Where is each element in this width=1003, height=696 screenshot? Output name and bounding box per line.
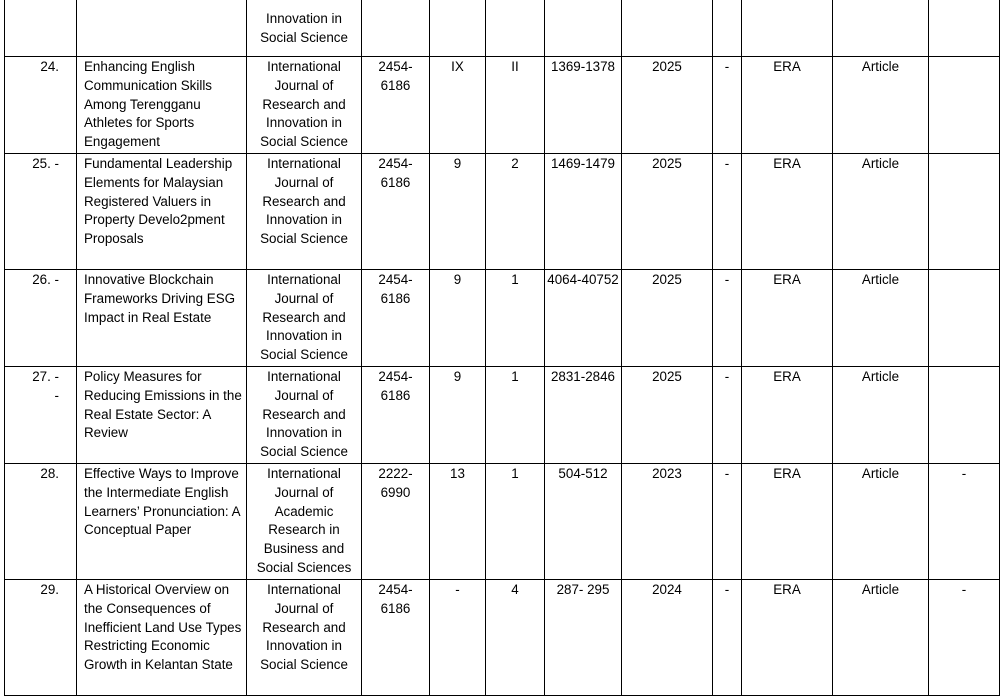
cell-journal: International Journal of Research and Innovation in Social Science xyxy=(247,154,362,270)
cell-extra xyxy=(929,270,1000,367)
cell-volume: 9 xyxy=(430,154,486,270)
cell-issn: 2454-6186 xyxy=(362,57,430,154)
cell-title: A Historical Overview on the Consequences of Inefficient Land Use Types Restricting Economic Growth in Kelantan State xyxy=(77,580,247,696)
cell-issue: 2 xyxy=(486,154,545,270)
cell-issn: 2454-6186 xyxy=(362,580,430,696)
cell-year: 2023 xyxy=(622,464,713,580)
cell-extra: - xyxy=(929,464,1000,580)
cell-pages: 287- 295 xyxy=(545,580,622,696)
cell-issn: 2454-6186 xyxy=(362,270,430,367)
cell-title: Enhancing English Communication Skills Among Terengganu Athletes for Sports Engagement xyxy=(77,57,247,154)
cell-journal: International Journal of Research and Innovation in Social Science xyxy=(247,270,362,367)
cell-type: Article xyxy=(833,57,929,154)
cell-no: 24. xyxy=(5,57,77,154)
cell-journal: International Journal of Research and Innovation in Social Science xyxy=(247,367,362,464)
table-row xyxy=(5,367,1000,464)
cell-volume: 9 xyxy=(430,367,486,464)
cell-dash: - xyxy=(713,154,742,270)
cell-type: Article xyxy=(833,154,929,270)
cell-title: Fundamental Leadership Elements for Malaysian Registered Valuers in Property Develo2pment Proposals xyxy=(77,154,247,270)
cell-title: Policy Measures for Reducing Emissions in the Real Estate Sector: A Review xyxy=(77,367,247,464)
table-row-continued xyxy=(5,0,1000,57)
cell-year: 2025 xyxy=(622,270,713,367)
table-row xyxy=(5,464,1000,580)
cell-issue: 4 xyxy=(486,580,545,696)
cell-no xyxy=(5,0,77,57)
table-row xyxy=(5,154,1000,270)
cell-issue: 1 xyxy=(486,270,545,367)
cell-volume: - xyxy=(430,580,486,696)
table-row xyxy=(5,270,1000,367)
cell-title: Innovative Blockchain Frameworks Driving ESG Impact in Real Estate xyxy=(77,270,247,367)
publication-table xyxy=(4,0,1000,696)
cell-type: Article xyxy=(833,580,929,696)
table-row xyxy=(5,57,1000,154)
cell-index: ERA xyxy=(742,270,833,367)
cell-journal: Innovation in Social Science xyxy=(247,0,362,57)
cell-index: ERA xyxy=(742,57,833,154)
cell-pages: 1469-1479 xyxy=(545,154,622,270)
cell-year: 2025 xyxy=(622,367,713,464)
cell-dash: - xyxy=(713,270,742,367)
cell-journal: International Journal of Research and Innovation in Social Science xyxy=(247,57,362,154)
cell-index: ERA xyxy=(742,154,833,270)
cell-issn: 2454-6186 xyxy=(362,154,430,270)
cell-no: 28. xyxy=(5,464,77,580)
cell-year: 2025 xyxy=(622,154,713,270)
table-row xyxy=(5,580,1000,696)
cell-dash: - xyxy=(713,57,742,154)
cell-volume: IX xyxy=(430,57,486,154)
cell-journal: International Journal of Academic Research in Business and Social Sciences xyxy=(247,464,362,580)
cell-year: 2024 xyxy=(622,580,713,696)
cell-issue: 1 xyxy=(486,464,545,580)
cell-extra xyxy=(929,154,1000,270)
cell-issue: II xyxy=(486,57,545,154)
cell-extra xyxy=(929,57,1000,154)
cell-dash: - xyxy=(713,464,742,580)
cell-no: 27. - - xyxy=(5,367,77,464)
cell-year: 2025 xyxy=(622,57,713,154)
cell-index: ERA xyxy=(742,367,833,464)
cell-no: 29. xyxy=(5,580,77,696)
cell-index: ERA xyxy=(742,464,833,580)
cell-dash: - xyxy=(713,580,742,696)
cell-journal: International Journal of Research and Innovation in Social Science xyxy=(247,580,362,696)
cell-type: Article xyxy=(833,464,929,580)
cell-no: 26. - xyxy=(5,270,77,367)
cell-dash: - xyxy=(713,367,742,464)
cell-pages: 2831-2846 xyxy=(545,367,622,464)
cell-issn: 2222-6990 xyxy=(362,464,430,580)
cell-title: Effective Ways to Improve the Intermediate English Learners’ Pronunciation: A Conceptual Paper xyxy=(77,464,247,580)
cell-type: Article xyxy=(833,367,929,464)
cell-title xyxy=(77,0,247,57)
cell-pages: 1369-1378 xyxy=(545,57,622,154)
cell-no: 25. - xyxy=(5,154,77,270)
cell-extra xyxy=(929,367,1000,464)
cell-pages: 4064-40752 xyxy=(545,270,622,367)
cell-volume: 9 xyxy=(430,270,486,367)
cell-extra: - xyxy=(929,580,1000,696)
cell-issue: 1 xyxy=(486,367,545,464)
cell-volume: 13 xyxy=(430,464,486,580)
cell-issn: 2454-6186 xyxy=(362,367,430,464)
cell-type: Article xyxy=(833,270,929,367)
cell-pages: 504-512 xyxy=(545,464,622,580)
cell-index: ERA xyxy=(742,580,833,696)
